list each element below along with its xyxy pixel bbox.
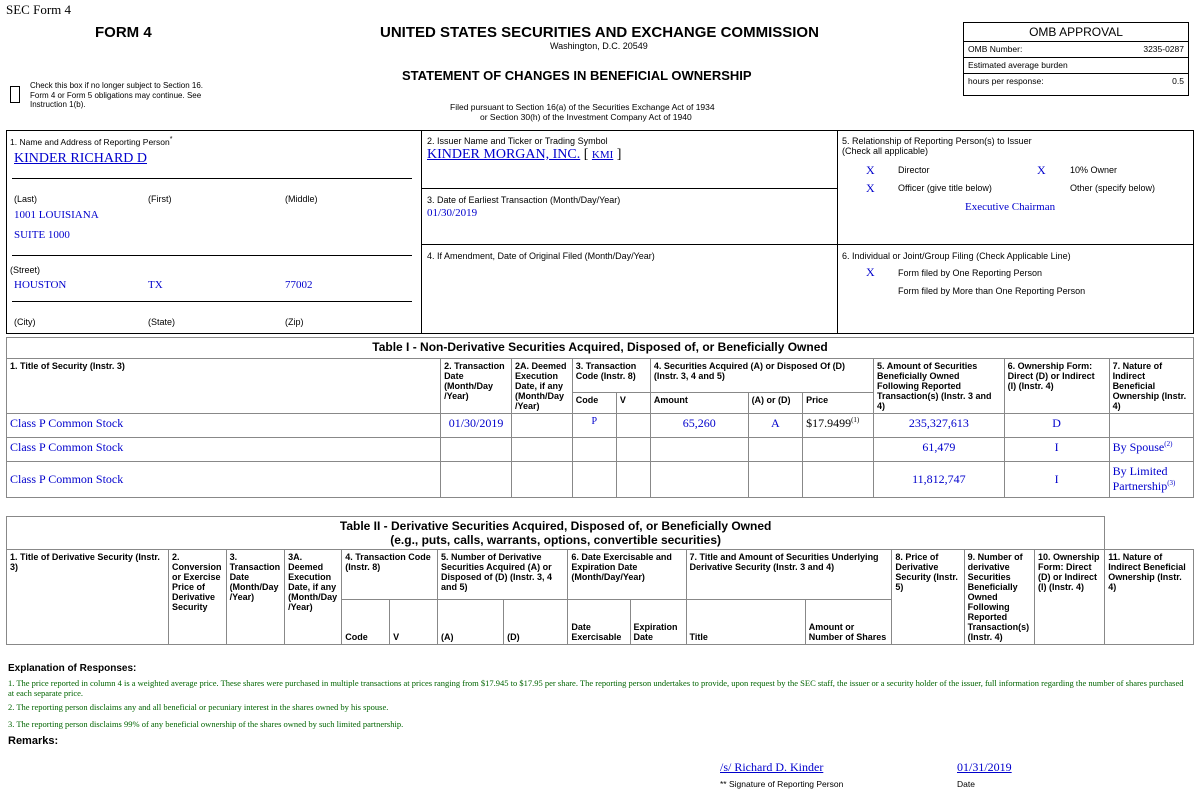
table1-title: Table I - Non-Derivative Securities Acquired, Disposed of, or Beneficially Owned: [7, 338, 1194, 359]
statement-title: STATEMENT OF CHANGES IN BENEFICIAL OWNERSHIP: [402, 68, 752, 83]
middle-label: (Middle): [285, 194, 318, 204]
t1-code: Code: [572, 393, 616, 414]
officer-title: Executive Chairman: [965, 201, 1056, 213]
t1-h2: 2. Transaction Date (Month/Day /Year): [441, 359, 512, 414]
box4-label: 4. If Amendment, Date of Original Filed (Month/Day/Year): [427, 251, 655, 261]
t1-h7: 7. Nature of Indirect Beneficial Ownership (Instr. 4): [1109, 359, 1193, 414]
form-title: FORM 4: [95, 24, 152, 41]
table-2: Table II - Derivative Securities Acquired, Disposed of, or Beneficially Owned (e.g., puts, calls, warrants, options, convertible securities) 1. Title of Derivative Security (Instr. 3) 2. Conversion or Exercise Price of Derivative Security 3. Transaction Date (Month/Day /Year) 3A. Deemed Execution Date, if any (Month/Day /Year) 4. Transaction Code (Instr. 8) 5. Number of Derivative Securities Acquired (A) or Disposed of (D) (Instr. 3, 4 and 5) 6. Date Exercisable and Expiration Date (Month/Day/Year) 7. Title and Amount of Securities Underlying Derivative Security (Instr. 3 and 4) 8. Price of Derivative Security (Instr. 5) 9. Number of derivative Securities Beneficially Owned Following Reported Transaction(s) (Instr. 4) 10. Ownership Form: Direct (D) or Indirect (I) (Instr. 4) 11. Nature of Indirect Beneficial Ownership (Instr. 4) Code V (A) (D) Date Exercisable Expiration Date Title Amount or Number of Shares: [6, 516, 1194, 645]
t1-amount: Amount: [650, 393, 748, 414]
omb-title: OMB APPROVAL: [964, 23, 1188, 42]
one-person-x: X: [866, 265, 875, 279]
filed-line-2: or Section 30(h) of the Investment Company Act of 1940: [480, 112, 692, 122]
state-value: TX: [148, 279, 163, 291]
address-line-1: 1001 LOUISIANA: [14, 209, 99, 221]
table-row: Class P Common Stock 11,812,747 I By Limited Partnership$^{(3)}$: [7, 462, 1194, 498]
one-person-label: Form filed by One Reporting Person: [898, 268, 1043, 278]
table-1: [6, 337, 1194, 498]
director-x: X: [866, 163, 875, 177]
box2-label: 2. Issuer Name and Ticker or Trading Symbol: [427, 136, 608, 146]
issuer-name-link[interactable]: KINDER MORGAN, INC.: [427, 147, 581, 162]
box3-label: 3. Date of Earliest Transaction (Month/Day/Year): [427, 195, 621, 205]
omb-hours-label: hours per response:: [968, 76, 1044, 86]
owner10-x: X: [1037, 163, 1046, 177]
t1-h6: 6. Ownership Form: Direct (D) or Indirect (I) (Instr. 4): [1004, 359, 1109, 414]
signature-date: 01/31/2019: [957, 760, 1012, 774]
box5-label: 5. Relationship of Reporting Person(s) to Issuer (Check all applicable): [842, 136, 1032, 156]
zip-label: (Zip): [285, 317, 304, 327]
issuer-name-row: KINDER MORGAN, INC. [ KMI ]: [427, 147, 622, 162]
more-person-label: Form filed by More than One Reporting Person: [898, 286, 1086, 296]
t1-h2a: 2A. Deemed Execution Date, if any (Month/Day /Year): [512, 359, 573, 414]
t1-h4: 4. Securities Acquired (A) or Disposed Of (D) (Instr. 3, 4 and 5): [650, 359, 873, 393]
date-label: Date: [957, 779, 975, 789]
first-label: (First): [148, 194, 172, 204]
commission-city: Washington, D.C. 20549: [550, 41, 648, 51]
explanation-label: Explanation of Responses:: [8, 663, 137, 674]
omb-burden-label: Estimated average burden: [964, 58, 1188, 74]
city-label: (City): [14, 317, 36, 327]
omb-approval-box: [963, 22, 1189, 96]
omb-hours: 0.5: [1172, 76, 1184, 86]
officer-label: Officer (give title below): [898, 183, 992, 193]
street-label: (Street): [10, 265, 41, 275]
owner10-label: 10% Owner: [1070, 165, 1118, 175]
ticker-link[interactable]: KMI: [591, 149, 614, 161]
address-line-2: SUITE 1000: [14, 229, 70, 241]
last-label: (Last): [14, 194, 38, 204]
t1-h5: 5. Amount of Securities Beneficially Owned Following Reported Transaction(s) (Instr. 3 and 4): [874, 359, 1005, 414]
footnote-2: 2. The reporting person disclaims any and all beneficial or pecuniary interest in the shares owned by his spouse.: [8, 702, 389, 712]
footnote-3: 3. The reporting person disclaims 99% of any beneficial ownership of the shares owned by such limited partnership.: [8, 719, 404, 729]
table-row: Class P Common Stock 01/30/2019 P 65,260 A $17.9499$^{(1)}$ 235,327,613 D: [7, 414, 1194, 438]
t1-h1: 1. Title of Security (Instr. 3): [7, 359, 441, 414]
table2-title: Table II - Derivative Securities Acquired, Disposed of, or Beneficially Owned (e.g., puts, calls, warrants, options, convertible securities): [7, 517, 1105, 550]
box1-label: 1. Name and Address of Reporting Person*: [10, 136, 173, 147]
signature-label: ** Signature of Reporting Person: [720, 779, 844, 789]
sec-form-label: SEC Form 4: [6, 2, 72, 17]
omb-number: 3235-0287: [1143, 44, 1184, 54]
t1-v: V: [616, 393, 650, 414]
reporting-person-name[interactable]: KINDER RICHARD D: [14, 151, 147, 166]
commission-title: UNITED STATES SECURITIES AND EXCHANGE COMMISSION: [380, 24, 819, 41]
filed-line-1: Filed pursuant to Section 16(a) of the Securities Exchange Act of 1934: [450, 102, 715, 112]
state-label: (State): [148, 317, 176, 327]
remarks-label: Remarks:: [8, 735, 59, 747]
other-label: Other (specify below): [1070, 183, 1156, 193]
t1-price: Price: [803, 393, 874, 414]
zip-value: 77002: [285, 279, 313, 291]
t1-h3: 3. Transaction Code (Instr. 8): [572, 359, 650, 393]
footnote-1: 1. The price reported in column 4 is a weighted average price. These shares were purchased in multiple transactions at prices ranging from $17.945 to $17.95 per share. The reporting person undertakes to provide, upon request by the SEC staff, the issuer or a security holder of the issuer, full information regarding the number of shares purchased at each separate price.: [8, 678, 1184, 698]
director-label: Director: [898, 165, 930, 175]
t1-aord: (A) or (D): [748, 393, 803, 414]
no-longer-subject-checkbox[interactable]: [10, 86, 20, 103]
omb-number-label: OMB Number:: [968, 44, 1023, 54]
officer-x: X: [866, 181, 875, 195]
earliest-transaction-date: 01/30/2019: [427, 207, 478, 219]
signature-link[interactable]: /s/ Richard D. Kinder: [720, 760, 824, 774]
table-row: Class P Common Stock 61,479 I By Spouse$^{(2)}$: [7, 438, 1194, 462]
box6-label: 6. Individual or Joint/Group Filing (Check Applicable Line): [842, 251, 1071, 261]
checkbox-description: Check this box if no longer subject to Section 16. Form 4 or Form 5 obligations may continue. See Instruction 1(b).: [30, 81, 203, 109]
city-value: HOUSTON: [14, 279, 67, 291]
